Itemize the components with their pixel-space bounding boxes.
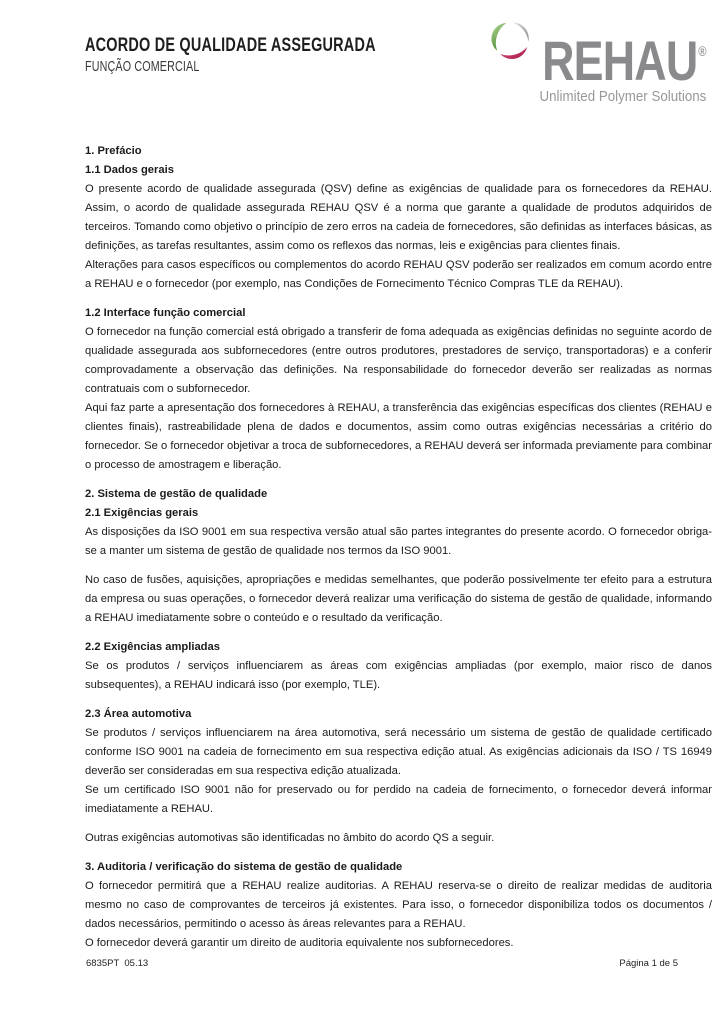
spacer [85, 294, 712, 304]
paragraph: Se um certificado ISO 9001 não for preservado ou for perdido na cadeia de fornecimento, o fornecedor deverá informar imediatamente a REHAU. [85, 784, 712, 815]
document-body [85, 142, 712, 953]
page-title: ACORDO DE QUALIDADE ASSEGURADA [85, 34, 376, 56]
paragraph: O fornecedor permitirá que a REHAU realize auditorias. A REHAU reserva-se o direito de realizar medidas de auditoria mesmo no caso de comprovantes de terceiros já existentes. Para isso, o fornecedor disponibiliza todos os documentos / dados necessários, permitindo o acesso às áreas relevantes para a REHAU. [85, 880, 712, 930]
paragraph: Alterações para casos específicos ou complementos do acordo REHAU QSV poderão ser realizados em comum acordo entre a REHAU e o fornecedor (por exemplo, nas Condições de Fornecimento Técnico Compras TLE da REHAU). [85, 259, 712, 290]
section-heading: 2.2 Exigências ampliadas [85, 641, 220, 653]
spacer [85, 848, 712, 858]
registered-trademark: ® [697, 43, 706, 59]
document-header [85, 34, 478, 76]
paragraph: O fornecedor na função comercial está obrigado a transferir de foma adequada as exigências definidas no seguinte acordo de qualidade assegurada aos subfornecedores (entre outros produtores, prestadores de serviço, transportadoras) e a conferir comprovadamente a observação das definições. Na responsabilidade do fornecedor deverão ser realizadas as normas contratuais com o subfornecedor. [85, 326, 712, 395]
section-heading: 2.1 Exigências gerais [85, 507, 199, 519]
rehau-logo [487, 15, 706, 107]
brand-word: REHAU [541, 29, 697, 92]
section-heading: 1. Prefácio [85, 145, 142, 157]
section-heading: 2. Sistema de gestão de qualidade [85, 488, 268, 500]
paragraph: Outras exigências automotivas são identificadas no âmbito do acordo QS a seguir. [85, 832, 495, 844]
rehau-tagline: Unlimited Polymer Solutions [539, 89, 706, 105]
paragraph: Aqui faz parte a apresentação dos fornecedores à REHAU, a transferência das exigências específicas dos clientes (REHAU e clientes finais), rastreabilidade plena de dados e documentos, assim como outras exigências necessárias a critério do fornecedor. Se o fornecedor objetivar a troca de subfornecedores, a REHAU deverá ser informada previamente para combinar o processo de amostragem e liberação. [85, 402, 712, 471]
doc-code: 6835PT 05.13 [86, 958, 149, 969]
spacer [85, 628, 712, 638]
section-heading: 2.3 Área automotiva [85, 708, 192, 720]
rehau-logo-mark-icon [487, 16, 535, 64]
paragraph: No caso de fusões, aquisições, apropriações e medidas semelhantes, que poderão possivelmente ter efeito para a estrutura da empresa ou suas operações, o fornecedor deverá realizar uma verificação do sistema de gestão de qualidade, informando a REHAU imediatamente sobre o conteúdo e o resultado da verificação. [85, 574, 712, 624]
spacer [85, 475, 712, 485]
page-number: Página 1 de 5 [619, 958, 678, 969]
spacer [85, 695, 712, 705]
section-heading: 3. Auditoria / verificação do sistema de gestão de qualidade [85, 861, 403, 873]
spacer [85, 561, 712, 571]
section-heading: 1.2 Interface função comercial [85, 307, 246, 319]
paragraph: O presente acordo de qualidade assegurada (QSV) define as exigências de qualidade para os fornecedores da REHAU. Assim, o acordo de qualidade assegurada REHAU QSV é a norma que garante a qualidade de produtos adquiridos de terceiros. Tomando como objetivo o princípio de zero erros na cadeia de fornecedores, são definidas as interfaces básicas, as definições, as tarefas resultantes, assim como os reflexos das normas, leis e exigências para clientes finais. [85, 183, 712, 252]
paragraph: O fornecedor deverá garantir um direito de auditoria equivalente nos subfornecedores. [85, 937, 514, 949]
page-subtitle: FUNÇÃO COMERCIAL [85, 59, 200, 75]
section-heading: 1.1 Dados gerais [85, 164, 174, 176]
paragraph: Se produtos / serviços influenciarem na área automotiva, será necessário um sistema de gestão de qualidade certificado conforme ISO 9001 na cadeia de fornecimento em sua respectiva edição atual. As exigências adicionais da ISO / TS 16949 deverão ser consideradas em sua respectiva edição atualizada. [85, 727, 712, 777]
paragraph: As disposições da ISO 9001 em sua respectiva versão atual são partes integrantes do presente acordo. O fornecedor obriga-se a manter um sistema de gestão de qualidade nos termos da ISO 9001. [85, 526, 712, 557]
document-footer [86, 958, 678, 969]
spacer [85, 819, 712, 829]
paragraph: Se os produtos / serviços influenciarem as áreas com exigências ampliadas (por exemplo, maior risco de danos subsequentes), a REHAU indicará isso (por exemplo, TLE). [85, 660, 712, 691]
